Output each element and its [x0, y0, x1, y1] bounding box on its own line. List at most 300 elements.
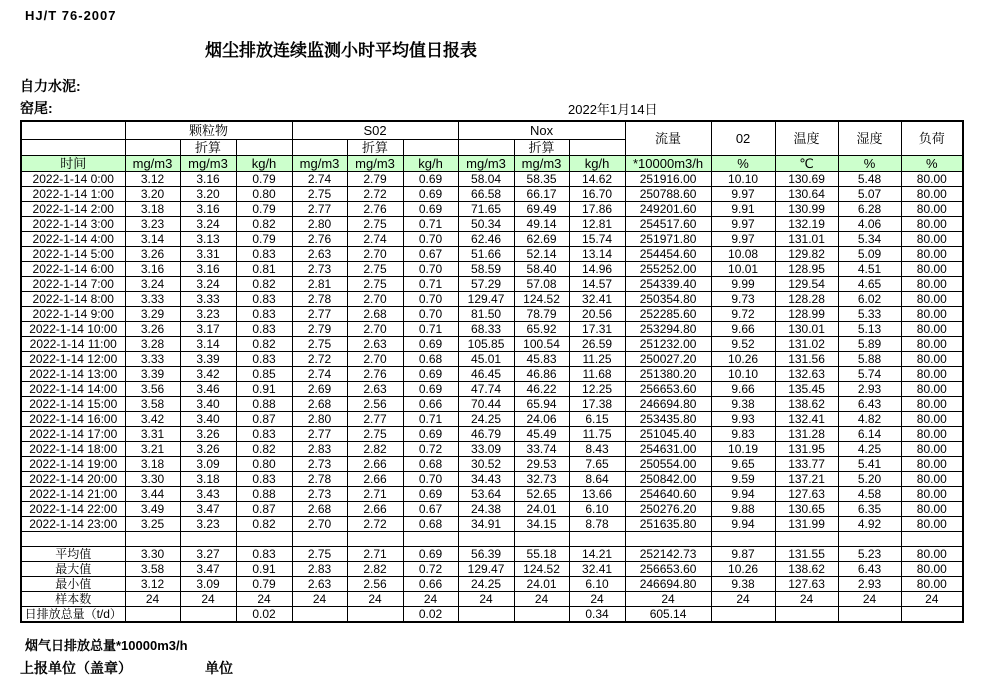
table-cell: 10.10 — [711, 367, 775, 382]
table-cell: 24 — [514, 592, 569, 607]
table-cell: 0.68 — [403, 517, 458, 532]
table-cell: 80.00 — [901, 262, 963, 277]
row-label-cell — [21, 532, 125, 547]
table-row — [21, 427, 963, 442]
table-cell: 17.31 — [569, 322, 625, 337]
table-cell: 129.47 — [458, 292, 514, 307]
subheader-converted-so2: 折算 — [347, 140, 403, 156]
table-cell: 0.66 — [403, 577, 458, 592]
table-cell: 80.00 — [901, 352, 963, 367]
row-label-cell: 2022-1-14 13:00 — [21, 367, 125, 382]
table-cell: 80.00 — [901, 457, 963, 472]
table-cell: 9.72 — [711, 307, 775, 322]
table-cell — [514, 607, 569, 623]
table-cell: 0.69 — [403, 172, 458, 187]
table-cell: 2.63 — [292, 577, 347, 592]
table-cell: 70.44 — [458, 397, 514, 412]
table-cell: 80.00 — [901, 502, 963, 517]
table-cell: 11.75 — [569, 427, 625, 442]
table-cell: 3.40 — [180, 397, 236, 412]
company-label: 自力水泥: — [20, 78, 81, 94]
table-cell: 0.71 — [403, 322, 458, 337]
table-cell: 0.79 — [236, 202, 292, 217]
table-cell: 9.83 — [711, 427, 775, 442]
table-cell: 81.50 — [458, 307, 514, 322]
subheader-converted-nox: 折算 — [514, 140, 569, 156]
table-cell: 10.10 — [711, 172, 775, 187]
unit-cell: *10000m3/h — [625, 156, 711, 172]
table-cell: 57.29 — [458, 277, 514, 292]
empty-cell — [458, 140, 514, 156]
table-cell: 250842.00 — [625, 472, 711, 487]
summary-row — [21, 592, 963, 607]
table-cell: 0.82 — [236, 277, 292, 292]
table-cell: 8.43 — [569, 442, 625, 457]
table-cell: 0.83 — [236, 427, 292, 442]
corner-cell-top — [21, 121, 125, 140]
table-row — [21, 247, 963, 262]
header-humidity: 湿度 — [838, 121, 901, 156]
table-cell: 51.66 — [458, 247, 514, 262]
table-cell: 3.26 — [180, 427, 236, 442]
table-cell: 2.75 — [347, 217, 403, 232]
table-cell: 34.15 — [514, 517, 569, 532]
table-cell: 3.47 — [180, 502, 236, 517]
table-cell: 12.25 — [569, 382, 625, 397]
table-cell: 2.93 — [838, 577, 901, 592]
table-cell: 32.41 — [569, 292, 625, 307]
table-cell: 10.08 — [711, 247, 775, 262]
table-cell: 131.01 — [775, 232, 838, 247]
table-cell: 2.77 — [347, 412, 403, 427]
table-row — [21, 187, 963, 202]
table-cell: 3.58 — [125, 562, 180, 577]
table-cell: 24 — [347, 592, 403, 607]
summary-row — [21, 547, 963, 562]
table-cell: 5.20 — [838, 472, 901, 487]
table-cell: 9.38 — [711, 397, 775, 412]
table-cell: 4.51 — [838, 262, 901, 277]
table-cell — [180, 532, 236, 547]
table-cell: 14.21 — [569, 547, 625, 562]
table-cell: 0.70 — [403, 262, 458, 277]
table-cell: 9.93 — [711, 412, 775, 427]
table-cell: 8.64 — [569, 472, 625, 487]
station-line — [20, 98, 982, 117]
unit-cell: % — [838, 156, 901, 172]
unit-cell: mg/m3 — [458, 156, 514, 172]
unit-cell: % — [901, 156, 963, 172]
table-cell: 14.96 — [569, 262, 625, 277]
table-row — [21, 277, 963, 292]
table-cell: 250276.20 — [625, 502, 711, 517]
table-cell: 5.88 — [838, 352, 901, 367]
table-cell: 57.08 — [514, 277, 569, 292]
table-cell: 3.09 — [180, 577, 236, 592]
row-label-cell: 2022-1-14 20:00 — [21, 472, 125, 487]
table-cell: 253294.80 — [625, 322, 711, 337]
table-cell: 131.95 — [775, 442, 838, 457]
table-cell: 10.19 — [711, 442, 775, 457]
table-cell: 127.63 — [775, 577, 838, 592]
table-cell: 605.14 — [625, 607, 711, 623]
table-cell: 24 — [775, 592, 838, 607]
table-cell: 254631.00 — [625, 442, 711, 457]
row-label-cell: 最大值 — [21, 562, 125, 577]
table-cell — [775, 607, 838, 623]
table-cell: 3.25 — [125, 517, 180, 532]
table-cell: 5.34 — [838, 232, 901, 247]
table-cell: 24.01 — [514, 502, 569, 517]
table-cell: 3.42 — [125, 412, 180, 427]
table-row — [21, 367, 963, 382]
table-cell: 255252.00 — [625, 262, 711, 277]
table-cell — [292, 607, 347, 623]
table-cell: 3.40 — [180, 412, 236, 427]
row-label-cell: 2022-1-14 9:00 — [21, 307, 125, 322]
table-cell: 24 — [838, 592, 901, 607]
table-cell: 3.24 — [180, 217, 236, 232]
table-cell: 24 — [236, 592, 292, 607]
table-cell: 3.43 — [180, 487, 236, 502]
table-cell: 130.69 — [775, 172, 838, 187]
table-cell: 251232.00 — [625, 337, 711, 352]
header-load: 负荷 — [901, 121, 963, 156]
table-cell: 9.97 — [711, 187, 775, 202]
table-row — [21, 307, 963, 322]
table-cell: 0.83 — [236, 352, 292, 367]
table-cell: 0.69 — [403, 547, 458, 562]
table-cell: 3.33 — [180, 292, 236, 307]
summary-row — [21, 562, 963, 577]
table-cell: 250027.20 — [625, 352, 711, 367]
table-cell: 33.09 — [458, 442, 514, 457]
unit-cell: mg/m3 — [514, 156, 569, 172]
table-cell: 34.91 — [458, 517, 514, 532]
table-cell: 7.65 — [569, 457, 625, 472]
table-cell: 129.82 — [775, 247, 838, 262]
table-cell: 65.92 — [514, 322, 569, 337]
table-cell: 3.31 — [125, 427, 180, 442]
table-cell: 80.00 — [901, 577, 963, 592]
table-cell: 3.14 — [180, 337, 236, 352]
table-cell: 130.01 — [775, 322, 838, 337]
table-cell: 0.79 — [236, 172, 292, 187]
summary-row — [21, 577, 963, 592]
table-cell: 3.26 — [125, 322, 180, 337]
table-cell: 0.85 — [236, 367, 292, 382]
table-cell: 2.74 — [292, 172, 347, 187]
table-cell: 256653.60 — [625, 382, 711, 397]
table-cell: 80.00 — [901, 487, 963, 502]
table-cell: 4.06 — [838, 217, 901, 232]
table-cell: 0.79 — [236, 577, 292, 592]
table-cell: 2.69 — [292, 382, 347, 397]
table-cell: 24.38 — [458, 502, 514, 517]
table-cell: 2.73 — [292, 457, 347, 472]
table-cell — [180, 607, 236, 623]
table-cell: 3.24 — [125, 277, 180, 292]
table-cell: 24.06 — [514, 412, 569, 427]
table-cell: 131.99 — [775, 517, 838, 532]
table-cell: 246694.80 — [625, 577, 711, 592]
table-cell: 24 — [125, 592, 180, 607]
table-cell: 124.52 — [514, 562, 569, 577]
empty-cell — [569, 140, 625, 156]
table-cell: 10.26 — [711, 352, 775, 367]
table-cell: 138.62 — [775, 397, 838, 412]
table-cell: 132.63 — [775, 367, 838, 382]
table-cell: 6.10 — [569, 502, 625, 517]
table-cell: 2.93 — [838, 382, 901, 397]
table-cell: 0.70 — [403, 307, 458, 322]
table-cell: 0.71 — [403, 277, 458, 292]
table-cell — [625, 532, 711, 547]
table-cell: 80.00 — [901, 307, 963, 322]
table-cell: 71.65 — [458, 202, 514, 217]
table-cell: 253435.80 — [625, 412, 711, 427]
table-cell: 30.52 — [458, 457, 514, 472]
table-cell: 2.63 — [347, 382, 403, 397]
header-o2: 02 — [711, 121, 775, 156]
table-cell: 0.69 — [403, 187, 458, 202]
table-cell: 55.18 — [514, 547, 569, 562]
row-label-cell: 最小值 — [21, 577, 125, 592]
table-cell: 3.24 — [180, 277, 236, 292]
table-cell: 3.42 — [180, 367, 236, 382]
table-cell: 0.82 — [236, 217, 292, 232]
table-cell: 9.38 — [711, 577, 775, 592]
group-so2: S02 — [292, 121, 458, 140]
table-cell: 80.00 — [901, 292, 963, 307]
table-row — [21, 172, 963, 187]
table-cell: 5.74 — [838, 367, 901, 382]
table-cell: 14.62 — [569, 172, 625, 187]
table-cell: 2.56 — [347, 397, 403, 412]
table-cell: 0.79 — [236, 232, 292, 247]
table-cell: 6.14 — [838, 427, 901, 442]
table-row — [21, 262, 963, 277]
table-cell: 80.00 — [901, 247, 963, 262]
table-cell: 80.00 — [901, 442, 963, 457]
table-cell: 5.07 — [838, 187, 901, 202]
table-cell: 2.77 — [292, 307, 347, 322]
table-row — [21, 232, 963, 247]
table-cell: 32.73 — [514, 472, 569, 487]
table-cell: 78.79 — [514, 307, 569, 322]
table-cell: 2.63 — [292, 247, 347, 262]
table-cell: 5.09 — [838, 247, 901, 262]
row-label-cell: 2022-1-14 4:00 — [21, 232, 125, 247]
table-cell: 24.25 — [458, 577, 514, 592]
table-cell: 9.65 — [711, 457, 775, 472]
table-row — [21, 382, 963, 397]
table-cell: 138.62 — [775, 562, 838, 577]
table-cell: 3.18 — [125, 457, 180, 472]
table-cell: 3.16 — [125, 262, 180, 277]
row-label-cell: 2022-1-14 23:00 — [21, 517, 125, 532]
unit-cell: ℃ — [775, 156, 838, 172]
table-cell: 16.70 — [569, 187, 625, 202]
table-cell: 130.64 — [775, 187, 838, 202]
unit-label: 单位 — [205, 660, 233, 676]
table-cell: 2.70 — [347, 292, 403, 307]
table-cell: 3.21 — [125, 442, 180, 457]
group-header-row — [21, 121, 963, 140]
table-cell: 0.83 — [236, 292, 292, 307]
table-cell — [458, 607, 514, 623]
table-row — [21, 292, 963, 307]
table-cell: 250788.60 — [625, 187, 711, 202]
table-cell: 66.17 — [514, 187, 569, 202]
table-cell: 13.66 — [569, 487, 625, 502]
table-cell — [838, 607, 901, 623]
table-cell: 2.75 — [347, 262, 403, 277]
table-cell: 2.74 — [347, 232, 403, 247]
table-cell: 0.82 — [236, 442, 292, 457]
row-label-cell: 2022-1-14 8:00 — [21, 292, 125, 307]
table-cell: 49.14 — [514, 217, 569, 232]
table-cell: 52.65 — [514, 487, 569, 502]
table-cell: 3.46 — [180, 382, 236, 397]
table-cell: 20.56 — [569, 307, 625, 322]
table-cell: 3.20 — [180, 187, 236, 202]
table-cell: 10.26 — [711, 562, 775, 577]
table-cell: 24 — [901, 592, 963, 607]
table-cell: 3.27 — [180, 547, 236, 562]
table-cell: 2.75 — [292, 337, 347, 352]
table-cell: 2.75 — [347, 427, 403, 442]
table-cell: 0.34 — [569, 607, 625, 623]
table-cell — [347, 532, 403, 547]
table-cell: 2.75 — [292, 547, 347, 562]
table-cell: 3.16 — [180, 172, 236, 187]
table-cell: 24.25 — [458, 412, 514, 427]
table-row — [21, 502, 963, 517]
table-cell: 9.73 — [711, 292, 775, 307]
table-cell: 2.73 — [292, 262, 347, 277]
table-cell: 80.00 — [901, 187, 963, 202]
table-cell: 80.00 — [901, 217, 963, 232]
row-label-cell: 2022-1-14 14:00 — [21, 382, 125, 397]
table-cell: 4.58 — [838, 487, 901, 502]
table-cell: 0.71 — [403, 412, 458, 427]
table-cell: 6.28 — [838, 202, 901, 217]
table-cell: 46.45 — [458, 367, 514, 382]
table-cell: 6.02 — [838, 292, 901, 307]
table-cell: 3.29 — [125, 307, 180, 322]
table-cell: 33.74 — [514, 442, 569, 457]
table-cell: 0.87 — [236, 502, 292, 517]
table-cell: 9.99 — [711, 277, 775, 292]
table-cell: 251971.80 — [625, 232, 711, 247]
table-cell: 11.68 — [569, 367, 625, 382]
table-cell: 256653.60 — [625, 562, 711, 577]
table-row — [21, 322, 963, 337]
row-label-cell: 2022-1-14 12:00 — [21, 352, 125, 367]
table-cell: 251635.80 — [625, 517, 711, 532]
unit-cell: mg/m3 — [180, 156, 236, 172]
time-header: 时间 — [21, 156, 125, 172]
table-cell: 2.63 — [347, 337, 403, 352]
table-cell: 124.52 — [514, 292, 569, 307]
units-row — [21, 156, 963, 172]
table-cell: 0.83 — [236, 472, 292, 487]
table-cell: 129.54 — [775, 277, 838, 292]
table-cell: 132.19 — [775, 217, 838, 232]
table-cell: 17.86 — [569, 202, 625, 217]
table-cell: 5.13 — [838, 322, 901, 337]
table-row — [21, 412, 963, 427]
table-cell: 68.33 — [458, 322, 514, 337]
table-cell: 6.43 — [838, 397, 901, 412]
table-cell: 6.15 — [569, 412, 625, 427]
row-label-cell: 2022-1-14 6:00 — [21, 262, 125, 277]
table-cell: 0.80 — [236, 187, 292, 202]
table-cell: 0.83 — [236, 322, 292, 337]
table-cell: 80.00 — [901, 337, 963, 352]
table-cell: 17.38 — [569, 397, 625, 412]
table-cell: 254339.40 — [625, 277, 711, 292]
table-cell: 2.76 — [292, 232, 347, 247]
table-cell: 0.72 — [403, 562, 458, 577]
table-cell: 128.95 — [775, 262, 838, 277]
table-cell: 2.81 — [292, 277, 347, 292]
table-cell: 0.69 — [403, 382, 458, 397]
table-cell: 6.43 — [838, 562, 901, 577]
table-cell: 3.23 — [125, 217, 180, 232]
table-cell — [711, 607, 775, 623]
table-cell: 3.18 — [180, 472, 236, 487]
row-label-cell: 2022-1-14 0:00 — [21, 172, 125, 187]
table-cell: 34.43 — [458, 472, 514, 487]
table-cell: 69.49 — [514, 202, 569, 217]
table-cell — [292, 532, 347, 547]
row-label-cell: 2022-1-14 16:00 — [21, 412, 125, 427]
table-cell: 26.59 — [569, 337, 625, 352]
table-cell: 3.58 — [125, 397, 180, 412]
table-cell: 2.79 — [292, 322, 347, 337]
footer-line — [20, 658, 982, 676]
table-cell — [125, 607, 180, 623]
table-cell: 128.28 — [775, 292, 838, 307]
table-cell: 62.46 — [458, 232, 514, 247]
table-row — [21, 487, 963, 502]
report-date: 2022年1月14日 — [568, 102, 658, 117]
table-cell: 3.47 — [180, 562, 236, 577]
table-cell: 4.82 — [838, 412, 901, 427]
table-cell: 9.94 — [711, 487, 775, 502]
table-cell: 3.33 — [125, 292, 180, 307]
table-cell: 80.00 — [901, 172, 963, 187]
table-cell: 2.68 — [347, 307, 403, 322]
table-cell: 0.88 — [236, 487, 292, 502]
table-cell: 250554.00 — [625, 457, 711, 472]
table-cell: 2.77 — [292, 427, 347, 442]
table-cell: 2.75 — [347, 277, 403, 292]
table-cell: 0.69 — [403, 337, 458, 352]
table-cell: 3.12 — [125, 172, 180, 187]
table-cell: 5.23 — [838, 547, 901, 562]
table-cell: 254640.60 — [625, 487, 711, 502]
table-cell: 0.91 — [236, 382, 292, 397]
unit-cell: kg/h — [403, 156, 458, 172]
table-cell: 3.16 — [180, 202, 236, 217]
table-cell: 0.82 — [236, 337, 292, 352]
page-title: 烟尘排放连续监测小时平均值日报表 — [205, 41, 477, 60]
table-cell: 2.80 — [292, 217, 347, 232]
row-label-cell: 2022-1-14 3:00 — [21, 217, 125, 232]
